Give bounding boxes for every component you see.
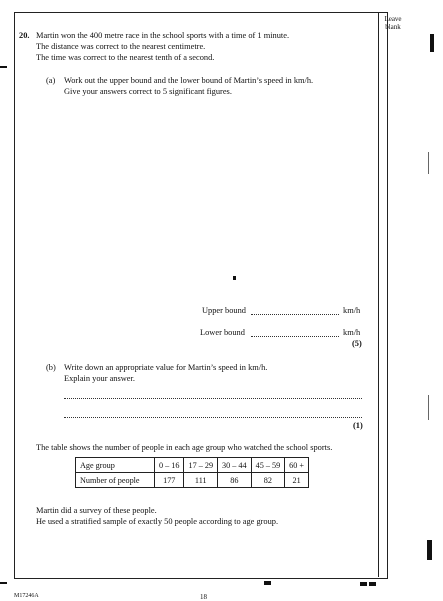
survey-line-2: He used a stratified sample of exactly 50 people according to age group. (36, 517, 279, 526)
part-a-marks: (5) (352, 339, 362, 348)
part-b-line-1: Write down an appropriate value for Martin’s speed in km/h. (64, 363, 268, 372)
registration-mark (369, 582, 376, 586)
part-b-label: (b) (46, 363, 56, 372)
age-group-cell: 0 – 16 (155, 458, 184, 473)
table-intro: The table shows the number of people in each age group who watched the school sports. (36, 443, 333, 452)
table-row (76, 473, 309, 488)
count-cell: 111 (184, 473, 218, 488)
row-header-age-group: Age group (76, 458, 155, 473)
part-a-line-2: Give your answers correct to 5 significant figures. (64, 87, 232, 96)
question-number: 20. (19, 31, 30, 40)
leave-blank-label: Leave blank (384, 15, 402, 31)
count-cell: 82 (251, 473, 285, 488)
age-group-table (75, 457, 309, 488)
registration-mark (430, 34, 434, 52)
registration-mark (360, 582, 367, 586)
part-a-label: (a) (46, 76, 56, 85)
age-group-cell: 30 – 44 (218, 458, 252, 473)
registration-mark (264, 581, 271, 585)
part-b-answer-line-2[interactable] (64, 417, 362, 418)
stray-mark (233, 276, 236, 280)
registration-mark (427, 540, 432, 560)
lower-bound-unit: km/h (343, 328, 361, 337)
part-b-line-2: Explain your answer. (64, 374, 135, 383)
part-a-line-1: Work out the upper bound and the lower bound of Martin’s speed in km/h. (64, 76, 314, 85)
survey-line-1: Martin did a survey of these people. (36, 506, 157, 515)
count-cell: 86 (218, 473, 252, 488)
table-row (76, 458, 309, 473)
count-cell: 177 (155, 473, 184, 488)
registration-mark (428, 395, 429, 420)
leave-blank-column-divider (378, 12, 379, 577)
row-header-number-of-people: Number of people (76, 473, 155, 488)
lower-bound-label: Lower bound (200, 328, 245, 337)
upper-bound-answer-line[interactable] (251, 314, 339, 315)
upper-bound-unit: km/h (343, 306, 361, 315)
age-group-cell: 45 – 59 (251, 458, 285, 473)
upper-bound-label: Upper bound (202, 306, 246, 315)
age-group-cell: 60 + (285, 458, 309, 473)
lower-bound-answer-line[interactable] (251, 336, 339, 337)
part-b-marks: (1) (353, 421, 363, 430)
footer-paper-code: M17246A (14, 593, 39, 599)
question-line-1: Martin won the 400 metre race in the school sports with a time of 1 minute. (36, 31, 290, 40)
count-cell: 21 (285, 473, 309, 488)
question-line-2: The distance was correct to the nearest centimetre. (36, 42, 206, 51)
registration-mark (428, 152, 429, 174)
page-border (14, 12, 388, 579)
age-group-cell: 17 – 29 (184, 458, 218, 473)
registration-mark (0, 66, 7, 68)
question-line-3: The time was correct to the nearest tenth of a second. (36, 53, 215, 62)
footer-page-number: 18 (200, 593, 207, 601)
registration-mark (0, 582, 7, 584)
part-b-answer-line-1[interactable] (64, 398, 362, 399)
